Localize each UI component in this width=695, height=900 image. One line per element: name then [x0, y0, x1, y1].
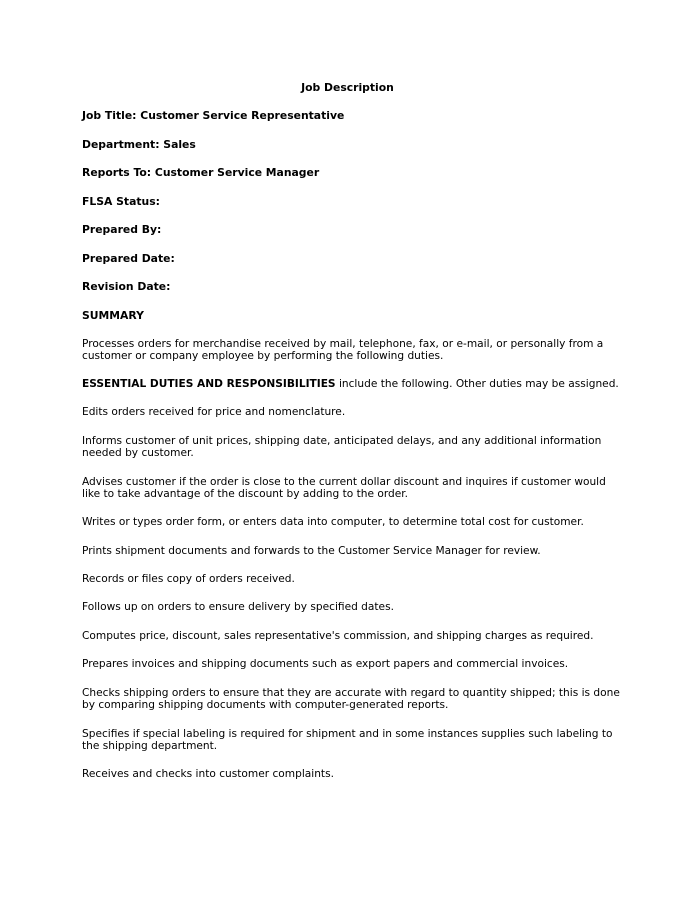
job-title-label: Job Title: — [82, 109, 137, 122]
prepared-date-label: Prepared Date: — [82, 252, 175, 265]
job-title-value: Customer Service Representative — [140, 109, 345, 122]
duty-item: Informs customer of unit prices, shipping date, anticipated delays, and any additional information needed by customer. — [82, 435, 602, 459]
revision-date-field — [82, 281, 622, 293]
duty-item: Writes or types order form, or enters data into computer, to determine total cost for customer. — [82, 516, 584, 528]
duty-item: Specifies if special labeling is required for shipment and in some instances supplies such labeling to the shipping department. — [82, 728, 613, 752]
reports-to-value: Customer Service Manager — [154, 166, 320, 179]
duty-item: Receives and checks into customer complaints. — [82, 768, 334, 780]
document-title: Job Description — [301, 81, 394, 94]
revision-date-label: Revision Date: — [82, 280, 171, 293]
reports-to-field — [82, 167, 622, 179]
duty-item: Computes price, discount, sales representative's commission, and shipping charges as required. — [82, 630, 594, 642]
duty-item: Advises customer if the order is close to the current dollar discount and inquires if customer would like to take advantage of the discount by adding to the order. — [82, 476, 606, 500]
duty-item: Edits orders received for price and nomenclature. — [82, 406, 346, 418]
duty-item: Checks shipping orders to ensure that they are accurate with regard to quantity shipped; this is done by comparing shipping documents with computer-generated reports. — [82, 687, 620, 711]
flsa-status-label: FLSA Status: — [82, 195, 160, 208]
summary-heading: SUMMARY — [82, 309, 144, 322]
flsa-status-field — [82, 196, 622, 208]
prepared-date-field — [82, 253, 622, 265]
essential-duties-heading: ESSENTIAL DUTIES AND RESPONSIBILITIES — [82, 378, 336, 390]
duty-item: Follows up on orders to ensure delivery by specified dates. — [82, 601, 394, 613]
department-label: Department: — [82, 138, 160, 151]
summary-text: Processes orders for merchandise received by mail, telephone, fax, or e-mail, or personally from a customer or company employee by performing the following duties. — [82, 338, 604, 362]
job-title-field — [82, 110, 622, 122]
duty-item: Records or files copy of orders received. — [82, 573, 295, 585]
duty-item: Prepares invoices and shipping documents such as export papers and commercial invoices. — [82, 658, 569, 670]
duty-item: Prints shipment documents and forwards to the Customer Service Manager for review. — [82, 545, 541, 557]
prepared-by-label: Prepared By: — [82, 223, 162, 236]
department-value: Sales — [163, 138, 196, 151]
reports-to-label: Reports To: — [82, 166, 152, 179]
prepared-by-field — [82, 224, 622, 236]
essential-duties-note: include the following. Other duties may be assigned. — [338, 378, 619, 390]
essential-duties-intro — [82, 378, 627, 390]
department-field — [82, 139, 622, 151]
